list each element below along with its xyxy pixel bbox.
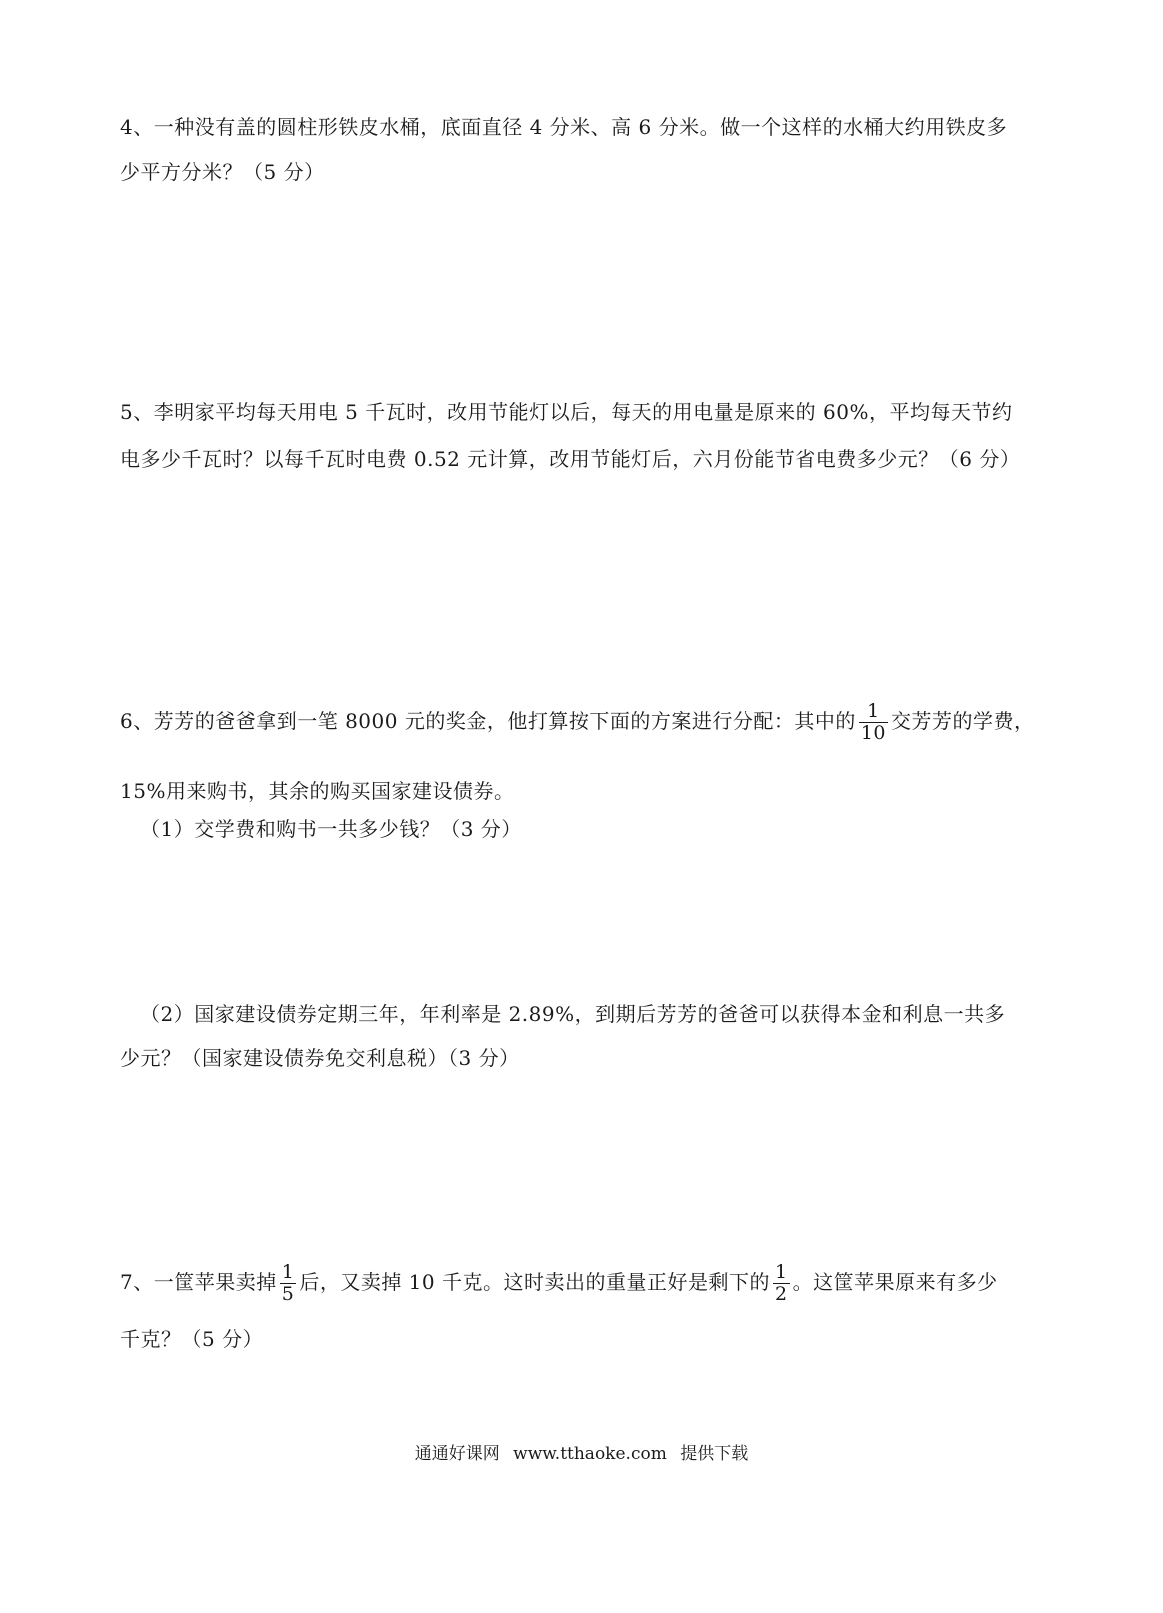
q6-fraction-denominator: 10 [860,722,887,744]
q7-fraction-2 [773,1262,790,1305]
q6-part-1: （1）交学费和购书一共多少钱？（3 分） [140,817,522,841]
q5-line-2: 电多少千瓦时？以每千瓦时电费 0.52 元计算，改用节能灯后，六月份能节省电费多少元？（6 分） [120,447,1021,471]
q7-fraction-1-denominator: 5 [281,1283,295,1305]
q7-fraction-2-denominator: 2 [775,1283,788,1305]
q7-fraction-1 [280,1262,297,1305]
page-footer [0,1442,1163,1466]
q6-line-1 [120,701,1035,744]
q7-text-after: 。这筐苹果原来有多少 [792,1270,998,1294]
q7-fraction-1-numerator: 1 [281,1261,295,1283]
q6-line-1-text-after: 交芳芳的学费， [891,709,1035,733]
q4-line-1: 4、一种没有盖的圆柱形铁皮水桶，底面直径 4 分米、高 6 分米。做一个这样的水桶大约用铁皮多 [120,115,1008,139]
q7-line-1 [120,1262,998,1305]
q6-line-2: 15%用来购书，其余的购买国家建设债券。 [120,779,515,803]
q6-part-2-line-2: 少元？（国家建设债券免交利息税）（3 分） [120,1046,520,1070]
footer-url: www.tthaoke.com [513,1444,667,1464]
q7-text-middle: 后，又卖掉 10 千克。这时卖出的重量正好是剩下的 [299,1270,770,1294]
q6-part-2-line-1: （2）国家建设债券定期三年，年利率是 2.89%，到期后芳芳的爸爸可以获得本金和利息一共多 [140,1002,1006,1026]
q6-fraction-numerator: 1 [859,701,888,723]
footer-note: 提供下载 [680,1444,749,1464]
q7-text-before: 7、一筐苹果卖掉 [120,1270,277,1294]
q5-line-1: 5、李明家平均每天用电 5 千瓦时，改用节能灯以后，每天的用电量是原来的 60%，平均每天节约 [120,400,1013,424]
q6-line-1-text-before: 6、芳芳的爸爸拿到一笔 8000 元的奖金，他打算按下面的方案进行分配：其中的 [120,709,856,733]
q6-fraction [859,701,888,744]
q4-line-2: 少平方分米？（5 分） [120,160,325,184]
footer-site-name: 通通好课网 [414,1444,500,1464]
q7-line-2: 千克？（5 分） [120,1327,264,1351]
q7-fraction-2-numerator: 1 [775,1261,788,1283]
